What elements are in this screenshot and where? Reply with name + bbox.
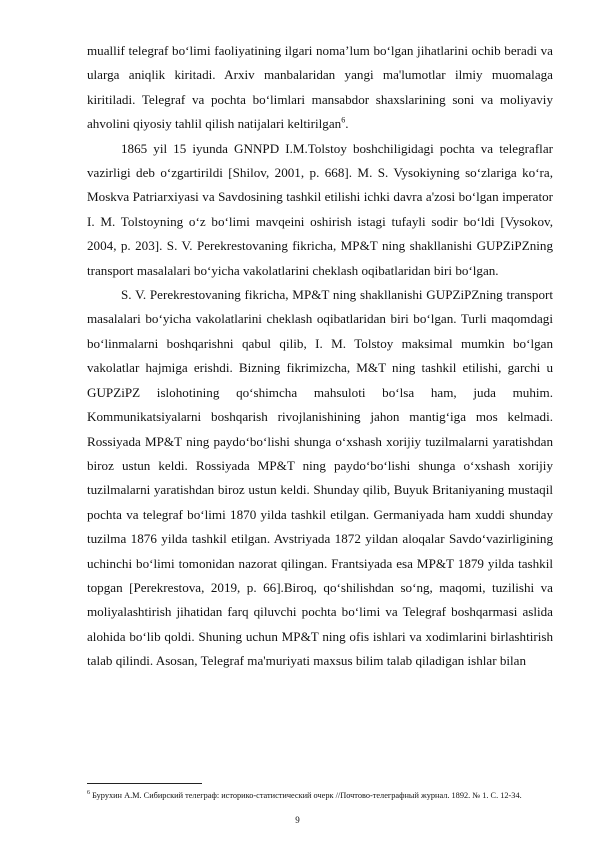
footnote-text: Бурухин А.М. Сибирский телеграф: историко-статистический очерк //Почтово-телеграфный журнал. 1892. № 1. С. 12-34.	[92, 790, 522, 800]
body-text	[87, 39, 553, 674]
paragraph-1-text: muallif telegraf bo‘limi faoliyatining ilgari noma’lum bo‘lgan jihatlarini ochib beradi va ularga aniqlik kiritadi. Arxiv manbalaridan yangi ma'lumotlar ilmiy muomalaga kiritiladi. Telegraf va pochta bo‘limlari mansabdor shaxslarining soni va moliyaviy ahvolini qiyosiy tahlil qilish natijalari keltirilgan	[87, 43, 553, 132]
footnote-divider	[87, 783, 202, 784]
footnote-number: 6	[87, 790, 90, 796]
paragraph-3: S. V. Perekrestovaning fikricha, MP&T ning shakllanishi GUPZiPZning transport masalalari bo‘yicha vakolatlarini cheklash oqibatlaridan biri bo‘lgan. Turli maqomdagi bo‘linmalarni boshqarishni qabul qilib, I. M. Tolstoy maksimal mumkin bo‘lgan vakolatlar hajmiga erishdi. Bizning fikrimizcha, M&T ning tashkil etilishi, garchi u GUPZiPZ islohotining qo‘shimcha mahsuloti bo‘lsa ham, juda muhim. Kommunikatsiyalarni boshqarish rivojlanishining jahon mantig‘iga mos kelmadi. Rossiyada MP&T ning paydo‘bo‘lishi shunga o‘xshash xorijiy tuzilmalarni yaratishdan biroz ustun keldi. Rossiyada MP&T ning paydo‘bo‘lishi shunga o‘xshash xorijiy tuzilmalarni yaratishdan biroz ustun keldi. Shunday qilib, Buyuk Britaniyaning mustaqil pochta va telegraf bo‘limi 1870 yilda tashkil etilgan. Germaniyada ham xuddi shunday tuzilma 1876 yilda tashkil etilgan. Avstriyada 1872 yildan aloqalar Savdo‘vazirligining uchinchi bo‘limi tomonidan nazorat qilingan. Frantsiyada esa MP&T 1879 yilda tashkil topgan [Perekrestova, 2019, p. 66].Biroq, qo‘shilishdan so‘ng, maqomi, tuzilishi va moliyalashtirish jihatidan farq qiluvchi pochta bo‘limi va Telegraf boshqarmasi aslida alohida bo‘lib qoldi. Shuning uchun MP&T ning ofis ishlari va xodimlarini birlashtirish talab qilindi. Asosan, Telegraf ma'muriyati maxsus bilim talab qiladigan ishlar bilan	[87, 287, 553, 669]
paragraph-1	[87, 39, 553, 137]
footnote	[87, 787, 553, 802]
paragraph-1-tail: .	[345, 116, 349, 132]
footnote-reference[interactable]: 6	[341, 115, 346, 125]
paragraph-2: 1865 yil 15 iyunda GNNPD I.M.Tolstoy boshchiligidagi pochta va telegraflar vazirligi deb o‘zgartirildi [Shilov, 2001, p. 668]. M. S. Vysokiyning so‘zlariga ko‘ra, Moskva Patriarxiyasi va Savdosining tashkil etilishi ichki davra a'zosi bo‘lgan imperator I. M. Tolstoyning o‘z bo‘limi mavqeini oshirish istagi tufayli sodir bo‘ldi [Vysokov, 2004, p. 203]. S. V. Perekrestovaning fikricha, MP&T ning shakllanishi GUPZiPZning transport masalalari bo‘yicha vakolatlarini cheklash oqibatlaridan biri bo‘lgan.	[87, 140, 553, 278]
page-number: 9	[295, 815, 300, 825]
